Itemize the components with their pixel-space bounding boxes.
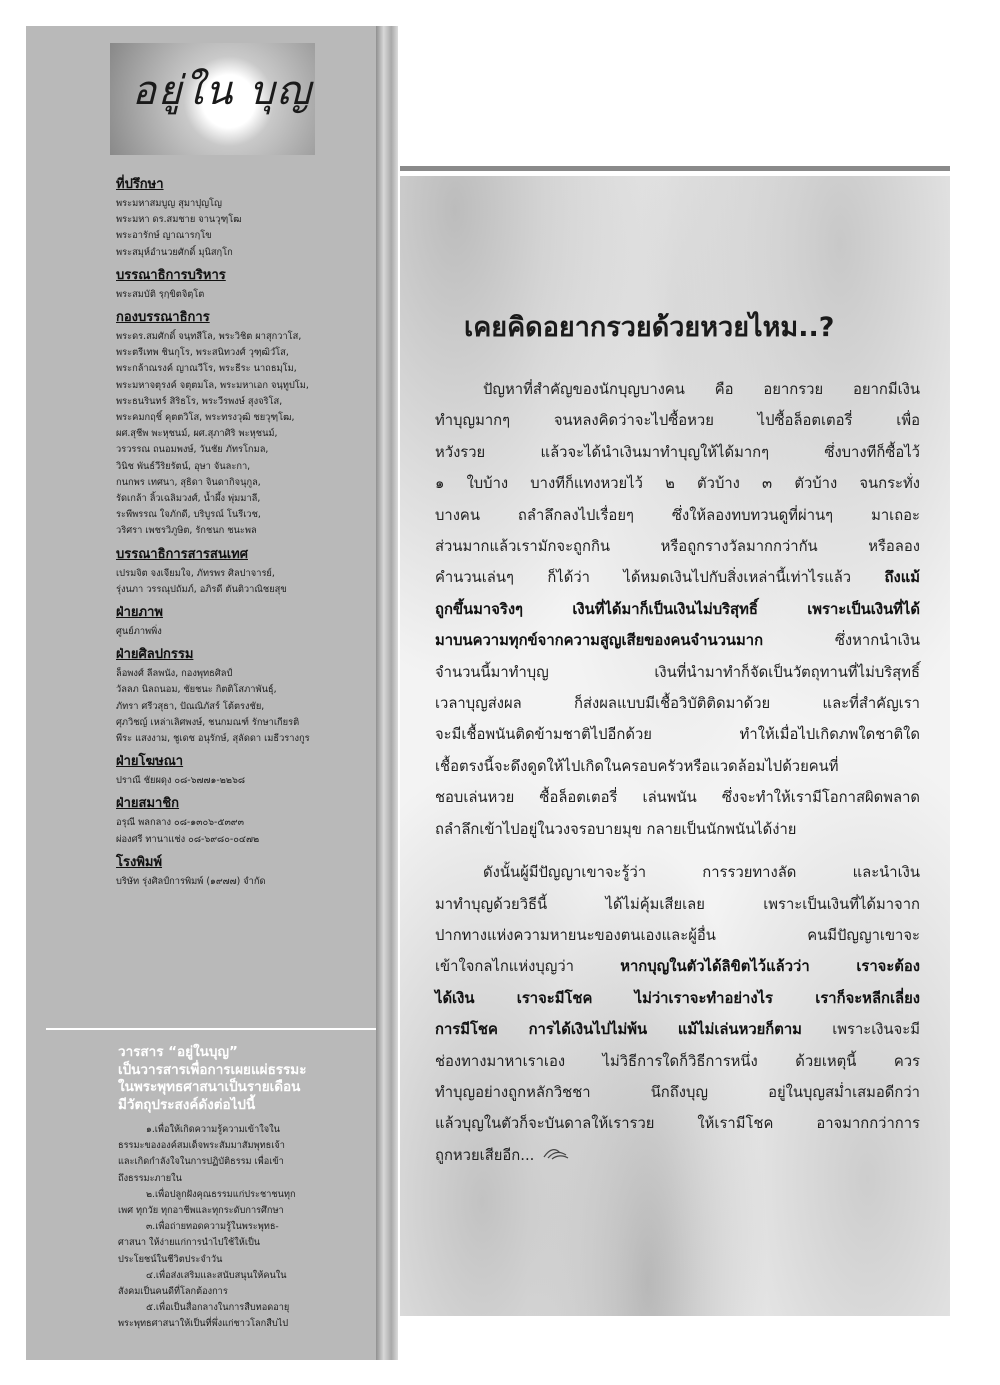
section-line: พระสมบัติ รฺกฺขิตจิตฺโต <box>116 288 205 300</box>
article-line <box>435 1140 920 1171</box>
section-line: พระมหาสมบูญ สุมาปุญโญ <box>116 198 222 209</box>
article-line <box>435 688 920 719</box>
section-line: บริษัท รุ่งศิลป์การพิมพ์ (๑๙๗๗) จำกัด <box>116 875 266 887</box>
mission-line: ประโยชน์ในชีวิตประจำวัน <box>118 1253 223 1265</box>
section-line: ศูนย์ภาพพิ่ง <box>116 626 162 638</box>
mission-line: สังคมเป็นคนดีที่โลกต้องการ <box>118 1286 228 1298</box>
credit-section <box>116 646 371 747</box>
article-title: เคยคิดอยากรวยด้วยหวยไหม..? <box>464 312 835 343</box>
article-line <box>435 719 920 750</box>
text-run: ช่องทางมาหาเราเอง ไม่วิธีการใดก็วิธีการหนึ่ง ด้วยเหตุนี้ ควร <box>435 1052 920 1070</box>
article-line <box>435 657 920 688</box>
mission-title-line: เป็นวารสารเพื่อการเผยแผ่ธรรมะ <box>118 1061 307 1078</box>
article-line <box>435 1046 920 1077</box>
article-line <box>435 468 920 499</box>
mission-line: ธรรมะขององค์สมเด็จพระสัมมาสัมพุทธเจ้า <box>118 1140 285 1152</box>
article-line <box>435 1014 920 1045</box>
mission-line: และเกิดกำลังใจในการปฏิบัติธรรม เพื่อเข้า <box>118 1156 284 1168</box>
magazine-logo <box>110 43 315 155</box>
text-run: จะมีเชื้อพนันติดข้ามชาติไปอีกด้วย ทำให้เมื่อไปเกิดภพใดชาติใด <box>435 726 920 744</box>
text-run: คำนวนเล่นๆ ก็ได้ว่า ได้หมดเงินไปกับสิ่งเหล่านี้เท่าไรแล้ว <box>435 569 885 587</box>
section-line: พระกล้าณรงค์ ญาณวีโร, พระธีระ นาถธมฺโม, <box>116 363 297 375</box>
text-run: ถลำลึกเข้าไปอยู่ในวงจรอบายมุข กลายเป็นนักพนันได้ง่าย <box>435 820 797 838</box>
article-line <box>435 531 920 562</box>
section-line: วินิช พันธ์วีริยรัตน์, อุษา จันละกา, <box>116 460 251 472</box>
section-line: พระธนรินทร์ สิริธโร, พระวีรพงษ์ สุงจริโส, <box>116 395 283 407</box>
section-line: ภัทรา ศรีวสุธา, ปัณณิภัสร์ โต้ตรงชัย, <box>116 700 265 712</box>
text-run: ชอบเล่นหวย ซื้อล็อตเตอรี่ เล่นพนัน ซึ่งจะทำให้เรามีโอกาสผิดพลาด <box>435 789 920 807</box>
section-title: โรงพิมพ์ <box>116 854 163 870</box>
logo-text: อยู่ใน บุญ <box>132 68 313 114</box>
section-line: พระอารักษ์ ญาณารกฺโข <box>116 230 212 242</box>
section-line: ปราณี ชัยผดุง ๐๘-๖๗๗๑-๒๒๖๘ <box>116 775 246 787</box>
credit-section <box>116 854 371 890</box>
section-title: ฝ่ายศิลปกรรม <box>116 647 194 663</box>
section-line: พีระ แสงงาม, ชูเดช อนุรักษ์, สุลัดดา เมธีวรางกูร <box>116 733 310 745</box>
mission-title-line: มีวัตถุประสงค์ดังต่อไปนี้ <box>118 1096 256 1113</box>
credit-section <box>116 795 371 847</box>
article-body <box>435 374 920 1171</box>
section-line: รุ่งนภา วรรณุปถัมภ์, อภิรดี ตันติวาณิชยสุข <box>116 583 287 595</box>
article-line <box>435 951 920 982</box>
section-line: วัลลภ นิลถนอม, ชัยชนะ กิตติโสภาพันธุ์, <box>116 684 277 696</box>
mission-items <box>118 1122 370 1333</box>
article-line <box>435 405 920 436</box>
text-run: ทำบุญมากๆ จนหลงคิดว่าจะไปซื้อหวย ไปซื้อล็อตเตอรี่ เพื่อ <box>435 412 920 430</box>
mission-title <box>118 1044 370 1114</box>
section-line: ผ่องศรี ทานาแช่ง ๐๘-๖๙๘๐-๐๔๗๒ <box>116 833 260 845</box>
mission-line: ๕.เพื่อเป็นสื่อกลางในการสืบทอดอายุ <box>146 1302 290 1314</box>
article-line <box>435 437 920 468</box>
section-title: บรรณาธิการสารสนเทศ <box>116 546 248 562</box>
text-run: ส่วนมากแล้วเรามักจะถูกกิน หรือถูกรางวัลมากกว่ากัน หรือลอง <box>435 538 920 556</box>
mission-title-line: วารสาร “อยู่ในบุญ” <box>118 1044 238 1060</box>
mission-line: พระพุทธศาสนาให้เป็นที่พึ่งแก่ชาวโลกสืบไป <box>118 1318 289 1330</box>
mission-line: ๓.เพื่อถ่ายทอดความรู้ในพระพุทธ- <box>146 1221 279 1233</box>
mission-line: ศาสนา ให้ง่ายแก่การนำไปใช้ให้เป็น <box>118 1237 261 1249</box>
section-line: ล็อพงศ์ ลีลพนัง, กองพุทธศิลป์ <box>116 668 233 680</box>
page-spine <box>376 26 398 1360</box>
text-run: มาทำบุญด้วยวิธีนี้ ได้ไม่คุ้มเสียเลย เพราะเป็นเงินที่ได้มาจาก <box>435 895 920 913</box>
text-run: จำนวนนี้มาทำบุญ เงินที่นำมาทำก็จัดเป็นวัตถุทานที่ไม่บริสุทธิ์ <box>435 663 920 681</box>
article-line <box>435 857 920 888</box>
credits <box>116 176 371 896</box>
section-line: รัดเกล้า ลิ้วเฉลิมวงศ์, น้ำผึ้ง พุ่มมาลี, <box>116 493 261 505</box>
credit-section <box>116 753 371 789</box>
section-title: ฝ่ายภาพ <box>116 605 163 621</box>
bold-text: หากบุญในตัวได้ลิขิตไว้แล้วว่า เราจะต้อง <box>620 958 920 976</box>
section-line: พระมหาจตุรงค์ จตุตมโล, พระมหาเอก จนฺทูปโม, <box>116 379 309 391</box>
text-run: บางคน ถลำลึกลงไปเรื่อยๆ ซึ่งให้ลองทบทวนดูที่ผ่านๆ มาเถอะ <box>435 506 920 524</box>
article-line <box>435 562 920 593</box>
mission-statement <box>118 1044 370 1333</box>
article-line <box>435 782 920 813</box>
text-run: ดังนั้นผู้มีปัญญาเขาจะรู้ว่า การรวยทางลัด และนำเงิน <box>483 864 920 882</box>
section-line: อรุณี พลกลาง ๐๘-๑๓๐๖-๕๓๙๓ <box>116 817 244 829</box>
section-line: พระมหา ดร.สมชาย จานวุฑฺโฒ <box>116 214 242 226</box>
article-line <box>435 814 920 845</box>
text-run: ทำบุญอย่างถูกหลักวิชชา นึกถึงบุญ อยู่ในบุญสม่ำเสมอดีกว่า <box>435 1083 920 1101</box>
mission-line: เพศ ทุกวัย ทุกอาชีพและทุกระดับการศึกษา <box>118 1205 284 1217</box>
sidebar-divider <box>46 1028 376 1030</box>
section-line: กนกพร เทศนา, สุธิดา จินดากิจนุกูล, <box>116 476 261 488</box>
section-line: พระสมุห์อำนวยศักดิ์ มุนิสกฺโก <box>116 246 233 258</box>
article-line <box>435 594 920 625</box>
text-run: เพราะเงินจะมี <box>801 1021 920 1039</box>
text-run: หวังรวย แล้วจะได้นำเงินมาทำบุญให้ได้มากๆ ซึ่งบางทีก็ซื้อไว้ <box>435 443 920 461</box>
mission-line: ถึงธรรมะภายใน <box>118 1172 182 1184</box>
section-line: ศุภวิชญ์ เหล่าเลิศพงษ์, ชนกมณฑ์ รักษาเกียรติ <box>116 716 300 728</box>
article-line <box>435 983 920 1014</box>
mission-line: ๔.เพื่อส่งเสริมและสนับสนุนให้คนใน <box>146 1269 287 1281</box>
article-line <box>435 1108 920 1139</box>
text-run: เวลาบุญส่งผล ก็ส่งผลแบบมีเชื้อวิบัติติดมาด้วย และที่สำคัญเรา <box>435 695 920 713</box>
section-line: ระพีพรรณ ใจภักดี, บริบูรณ์ โนรีเวช, <box>116 509 261 521</box>
text-run: ๑ ใบบ้าง บางทีก็แทงหวยไว้ ๒ ตัวบ้าง ๓ ตัวบ้าง จนกระทั่ง <box>435 475 920 493</box>
end-ornament-icon <box>542 1146 570 1160</box>
bold-text: ถูกขึ้นมาจริงๆ เงินที่ได้มาก็เป็นเงินไม่บริสุทธิ์ เพราะเป็นเงินที่ได้ <box>435 600 920 618</box>
bold-text: ถึงแม้ <box>884 569 920 587</box>
article-line <box>435 751 920 782</box>
section-title: กองบรรณาธิการ <box>116 310 210 326</box>
text-run: ปัญหาที่สำคัญของนักบุญบางคน คือ อยากรวย อยากมีเงิน <box>483 381 920 398</box>
text-run: แล้วบุญในตัวก็จะบันดาลให้เรารวย ให้เรามีโชค อาจมากกว่าการ <box>435 1115 920 1133</box>
bold-text: มาบนความทุกข์จากความสูญเสียของคนจำนวนมาก <box>435 632 764 650</box>
section-line: พระคมกฤชิ์ คุตตวิโส, พระทรงวุฒิ ชยวุฑฺโฒ, <box>116 412 295 424</box>
mission-title-line: ในพระพุทธศาสนาเป็นรายเดือน <box>118 1079 301 1095</box>
text-run: ซึ่งหากนำเงิน <box>763 632 920 650</box>
section-title: บรรณาธิการบริหาร <box>116 267 226 283</box>
credit-section <box>116 309 371 540</box>
article-line <box>435 889 920 920</box>
article-line <box>435 920 920 951</box>
bold-text: ได้เงิน เราจะมีโชค ไม่ว่าเราจะทำอย่างไร เราก็จะหลีกเลี่ยง <box>435 989 920 1007</box>
sidebar <box>26 26 376 1360</box>
text-run: เข้าใจกลไกแห่งบุญว่า <box>435 958 621 976</box>
top-rule <box>400 166 950 171</box>
credit-section <box>116 176 371 261</box>
mission-line: ๒.เพื่อปลูกฝังคุณธรรมแก่ประชาชนทุก <box>146 1188 296 1200</box>
article-line <box>435 500 920 531</box>
text-run: เชื้อตรงนี้จะดึงดูดให้ไปเกิดในครอบครัวหรือแวดล้อมไปด้วยคนที่ <box>435 757 839 775</box>
section-line: วรวรรณ ถนอมพงษ์, วันชัย ภัทรโกมล, <box>116 444 269 456</box>
mission-line: ๑.เพื่อให้เกิดความรู้ความเข้าใจใน <box>146 1124 280 1135</box>
section-title: ที่ปรึกษา <box>116 177 164 192</box>
credit-section <box>116 604 371 640</box>
section-line: พระดร.สมศักดิ์ จนฺทสีโล, พระวิชิต ผาสุกวาโส, <box>116 331 302 343</box>
section-title: ฝ่ายโฆษณา <box>116 754 184 770</box>
credit-section <box>116 546 371 598</box>
article-line <box>435 374 920 405</box>
section-line: เปรมจิต จงเจียมใจ, ภัทรพร ศิลปาจารย์, <box>116 567 275 579</box>
section-line: พระตรีเทพ ชินกุโร, พระสนิทวงศ์ วุฑฺฒิวํโส, <box>116 347 289 359</box>
text-run: ถูกหวยเสียอีก... <box>435 1146 535 1164</box>
section-line: วริศรา เพชรวิภูษิต, รักชนก ชนะพล <box>116 525 257 537</box>
section-title: ฝ่ายสมาชิก <box>116 796 180 812</box>
bold-text: การมีโชค การได้เงินไปไม่พ้น แม้ไม่เล่นหวยก็ตาม <box>435 1021 802 1039</box>
text-run: ปากทางแห่งความหายนะของตนเองและผู้อื่น คนมีปัญญาเขาจะ <box>435 926 920 944</box>
article-line <box>435 625 920 656</box>
section-line: ผศ.สุชีพ พะหุชนม์, ผศ.สุภาศิริ พะหุชนม์, <box>116 428 278 440</box>
credit-section <box>116 267 371 303</box>
article-line <box>435 1077 920 1108</box>
paragraph-gap <box>435 845 920 857</box>
